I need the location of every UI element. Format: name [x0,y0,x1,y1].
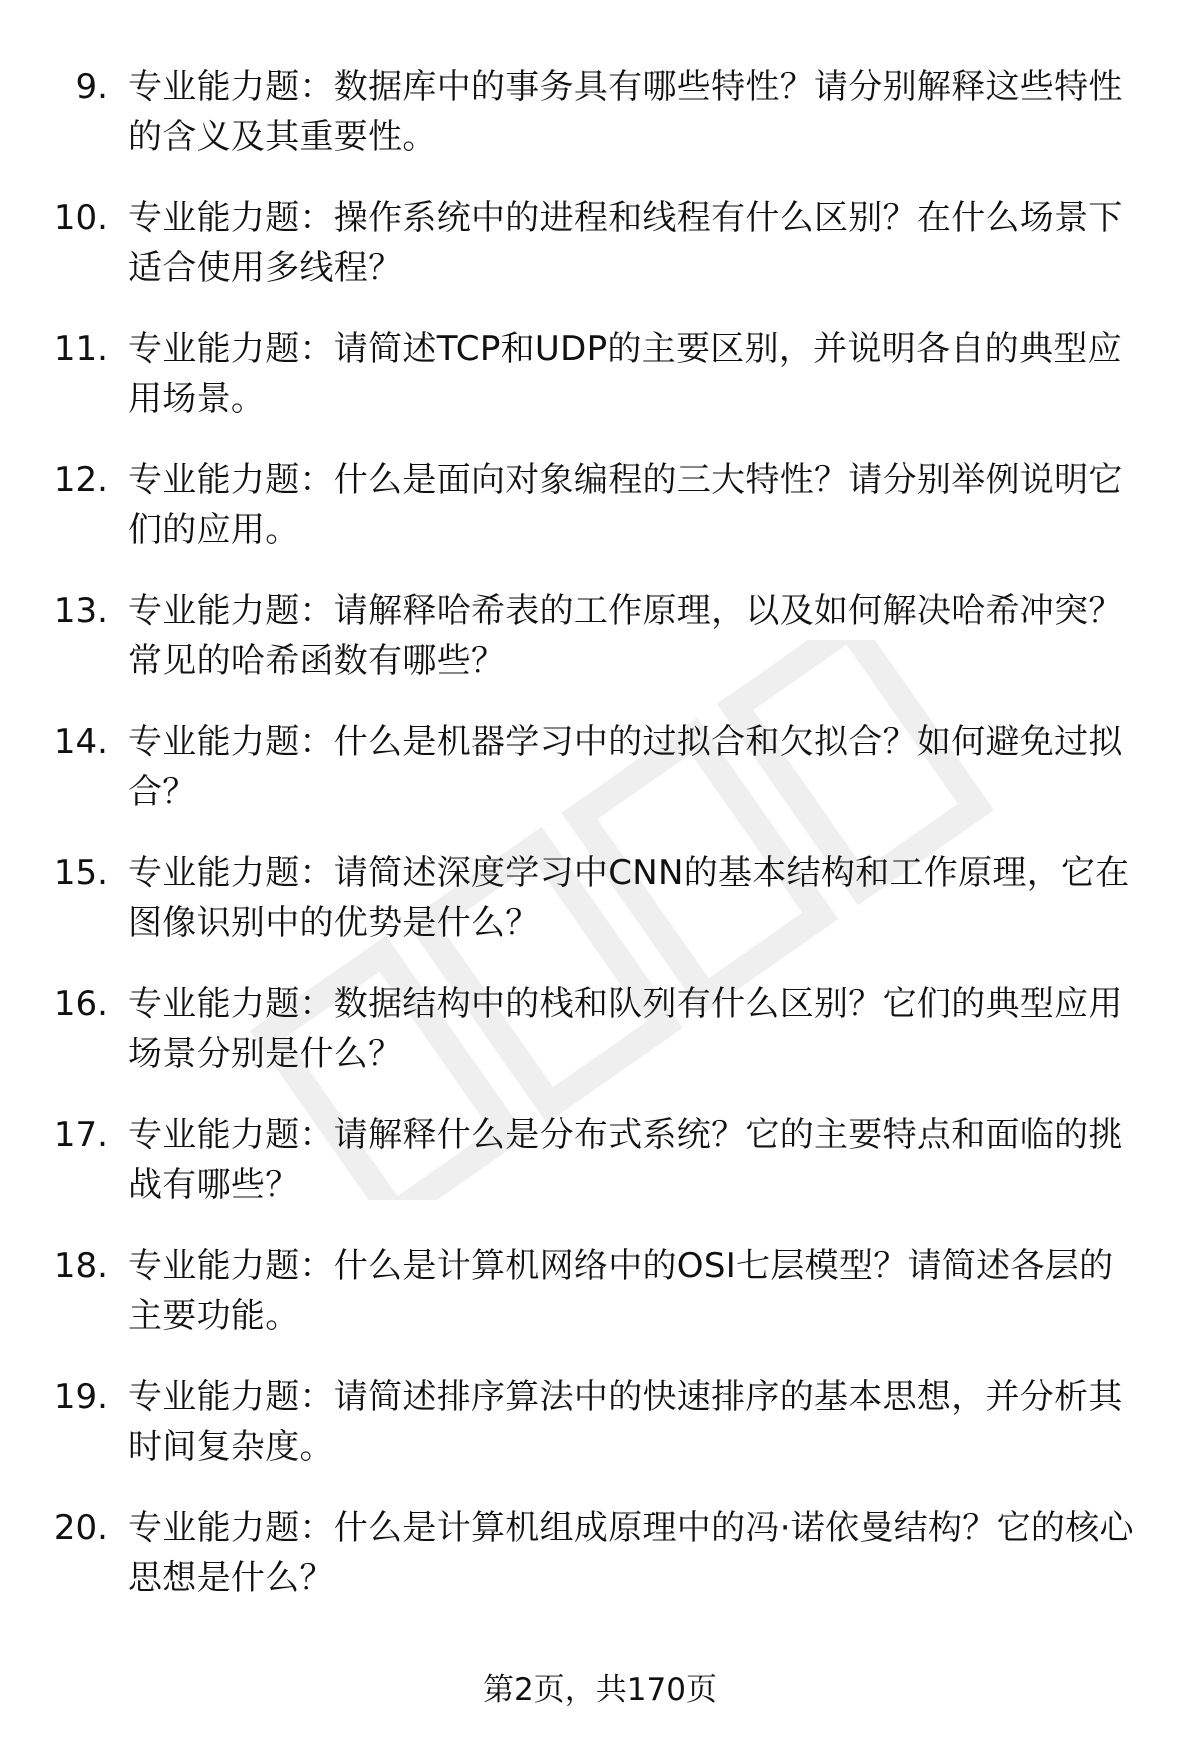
question-text: 专业能力题：数据库中的事务具有哪些特性？请分别解释这些特性的含义及其重要性。 [128,67,1123,157]
question-number: 11. [53,329,108,369]
question-number: 15. [53,853,108,893]
question-item [0,1372,1200,1503]
question-item [0,586,1200,717]
question-item [0,1110,1200,1241]
question-text: 专业能力题：请简述TCP和UDP的主要区别，并说明各自的典型应用场景。 [128,329,1122,419]
question-list [0,62,1200,1634]
question-item [0,1241,1200,1372]
question-text: 专业能力题：什么是机器学习中的过拟合和欠拟合？如何避免过拟合？ [128,722,1123,812]
question-item [0,62,1200,193]
question-text: 专业能力题：请简述排序算法中的快速排序的基本思想，并分析其时间复杂度。 [128,1377,1123,1467]
question-number: 14. [53,722,108,762]
question-text: 专业能力题：什么是计算机网络中的OSI七层模型？请简述各层的主要功能。 [128,1246,1114,1336]
question-item [0,324,1200,455]
question-text: 专业能力题：请解释什么是分布式系统？它的主要特点和面临的挑战有哪些？ [128,1115,1123,1205]
question-number: 10. [53,198,108,238]
question-number: 19. [53,1377,108,1417]
question-item [0,979,1200,1110]
page-footer: 第2页，共170页 [483,1672,717,1708]
question-number: 9. [75,67,108,107]
question-text: 专业能力题：请简述深度学习中CNN的基本结构和工作原理，它在图像识别中的优势是什么？ [128,853,1130,943]
question-number: 20. [53,1508,108,1548]
question-text: 专业能力题：什么是计算机组成原理中的冯·诺依曼结构？它的核心思想是什么？ [128,1508,1134,1598]
question-item [0,717,1200,848]
question-number: 17. [53,1115,108,1155]
question-number: 12. [53,460,108,500]
question-item [0,848,1200,979]
question-number: 18. [53,1246,108,1286]
question-text: 专业能力题：什么是面向对象编程的三大特性？请分别举例说明它们的应用。 [128,460,1123,550]
question-number: 13. [53,591,108,631]
question-text: 专业能力题：请解释哈希表的工作原理，以及如何解决哈希冲突？常见的哈希函数有哪些？ [128,591,1123,681]
question-item [0,1503,1200,1634]
question-text: 专业能力题：数据结构中的栈和队列有什么区别？它们的典型应用场景分别是什么？ [128,984,1123,1074]
question-text: 专业能力题：操作系统中的进程和线程有什么区别？在什么场景下适合使用多线程？ [128,198,1123,288]
question-number: 16. [53,984,108,1024]
question-item [0,193,1200,324]
question-item [0,455,1200,586]
